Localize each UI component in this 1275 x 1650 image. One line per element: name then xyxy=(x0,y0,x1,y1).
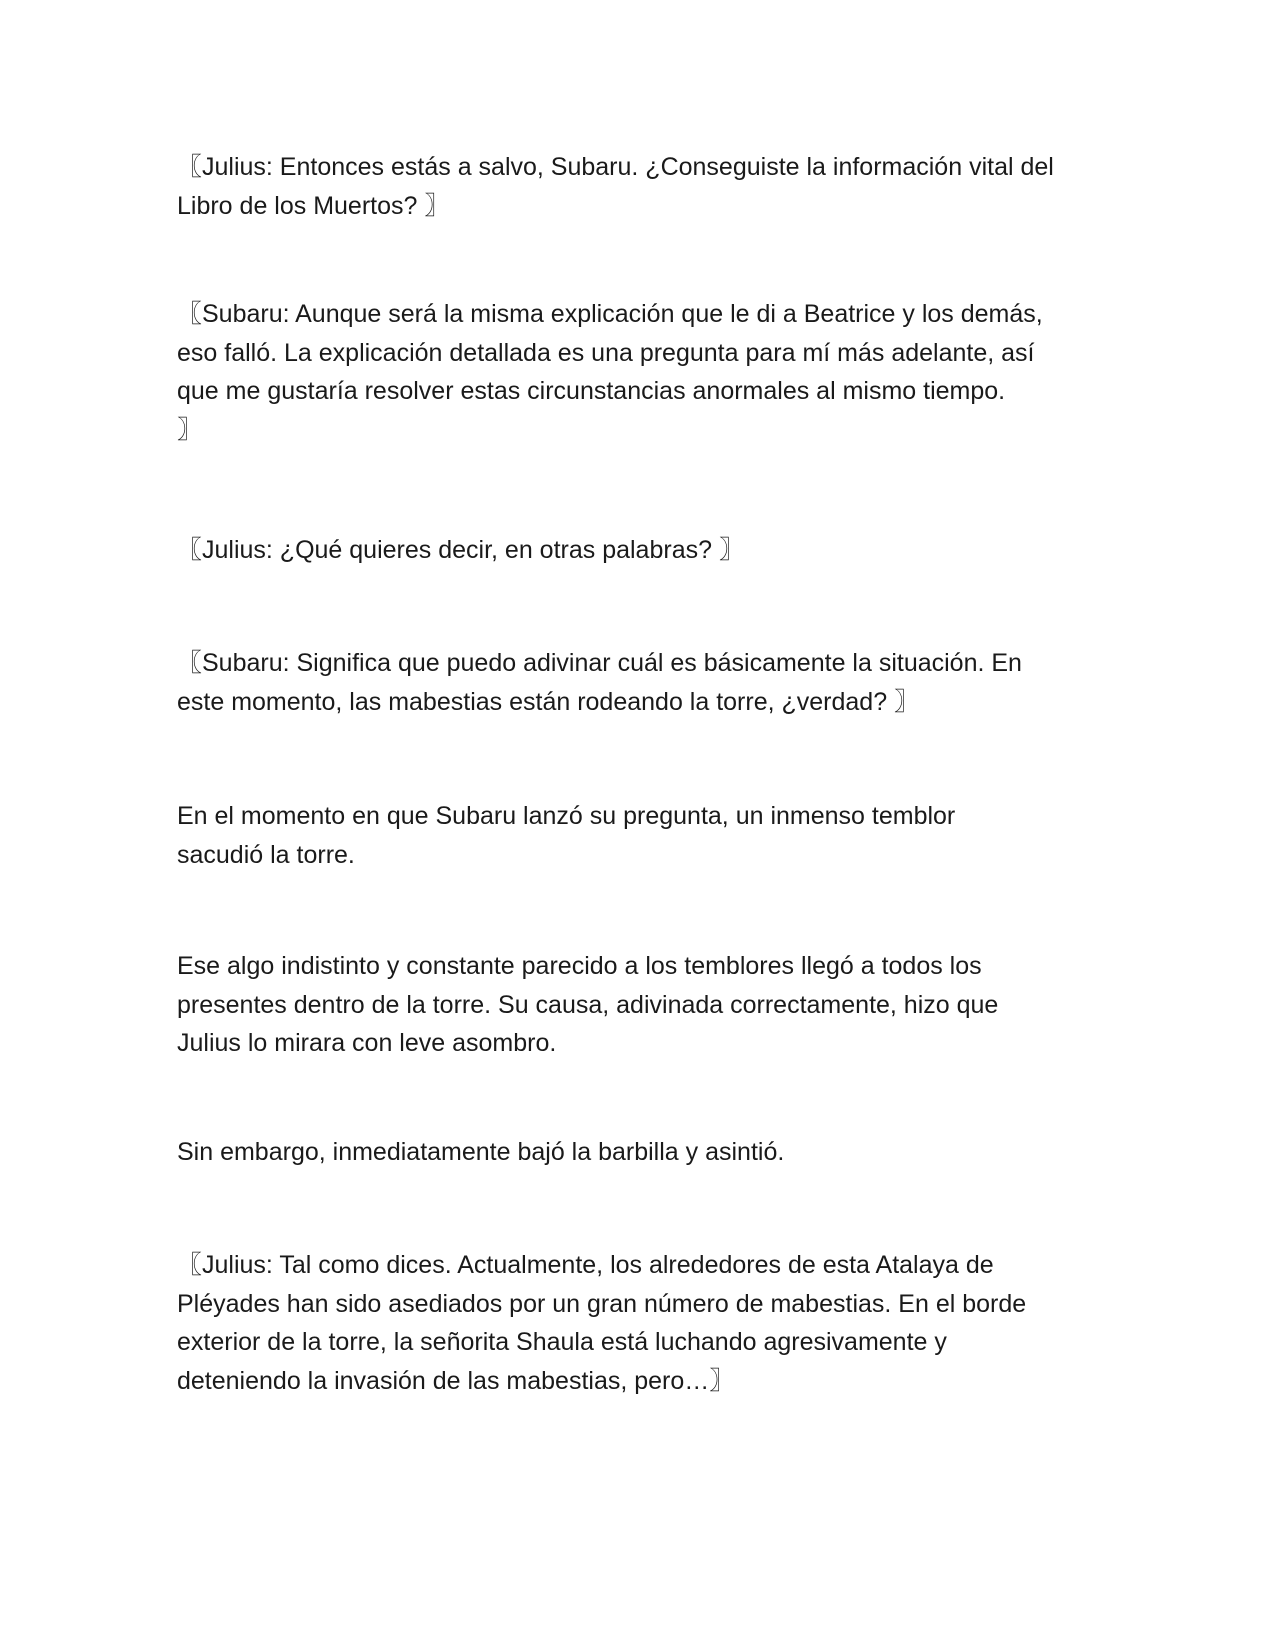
text-line: este momento, las mabestias están rodeando la torre, ¿verdad? 〗 xyxy=(177,687,920,716)
dialogue-paragraph-subaru-1 xyxy=(177,295,1107,449)
narration-paragraph-1 xyxy=(177,797,1107,874)
text-line: 〖Julius: Entonces estás a salvo, Subaru. ¿Conseguiste la información vital del xyxy=(177,153,1054,181)
text-line: 〖Julius: ¿Qué quieres decir, en otras palabras? 〗 xyxy=(177,536,744,564)
text-line: Sin embargo, inmediatamente bajó la barbilla y asintió. xyxy=(177,1138,785,1166)
text-line: exterior de la torre, la señorita Shaula está luchando agresivamente y xyxy=(177,1328,947,1356)
narration-paragraph-2 xyxy=(177,947,1107,1063)
text-line: Julius lo mirara con leve asombro. xyxy=(177,1029,557,1057)
dialogue-paragraph-julius-3 xyxy=(177,1246,1107,1400)
text-line: En el momento en que Subaru lanzó su pregunta, un inmenso temblor xyxy=(177,802,956,830)
narration-paragraph-3 xyxy=(177,1133,1107,1172)
text-line: sacudió la torre. xyxy=(177,840,355,869)
dialogue-paragraph-julius-2 xyxy=(177,531,1107,570)
text-line: 〖Julius: Tal como dices. Actualmente, los alrededores de esta Atalaya de xyxy=(177,1251,994,1279)
dialogue-paragraph-subaru-2 xyxy=(177,644,1107,721)
text-line: Pléyades han sido asediados por un gran número de mabestias. En el borde xyxy=(177,1289,1027,1318)
text-line: deteniendo la invasión de las mabestias, pero…〗 xyxy=(177,1366,735,1395)
text-line: 〖Subaru: Aunque será la misma explicación que le di a Beatrice y los demás, xyxy=(177,300,1043,328)
text-line: 〖Subaru: Significa que puedo adivinar cuál es básicamente la situación. En xyxy=(177,649,1022,677)
text-line: que me gustaría resolver estas circunstancias anormales al mismo tiempo. xyxy=(177,377,1006,405)
text-line: 〗 xyxy=(177,415,203,444)
text-line: presentes dentro de la torre. Su causa, adivinada correctamente, hizo que xyxy=(177,990,999,1019)
text-line: eso falló. La explicación detallada es una pregunta para mí más adelante, así xyxy=(177,338,1035,367)
text-line: Ese algo indistinto y constante parecido a los temblores llegó a todos los xyxy=(177,952,982,980)
text-line: Libro de los Muertos? 〗 xyxy=(177,191,450,220)
dialogue-paragraph-julius-1 xyxy=(177,148,1107,225)
